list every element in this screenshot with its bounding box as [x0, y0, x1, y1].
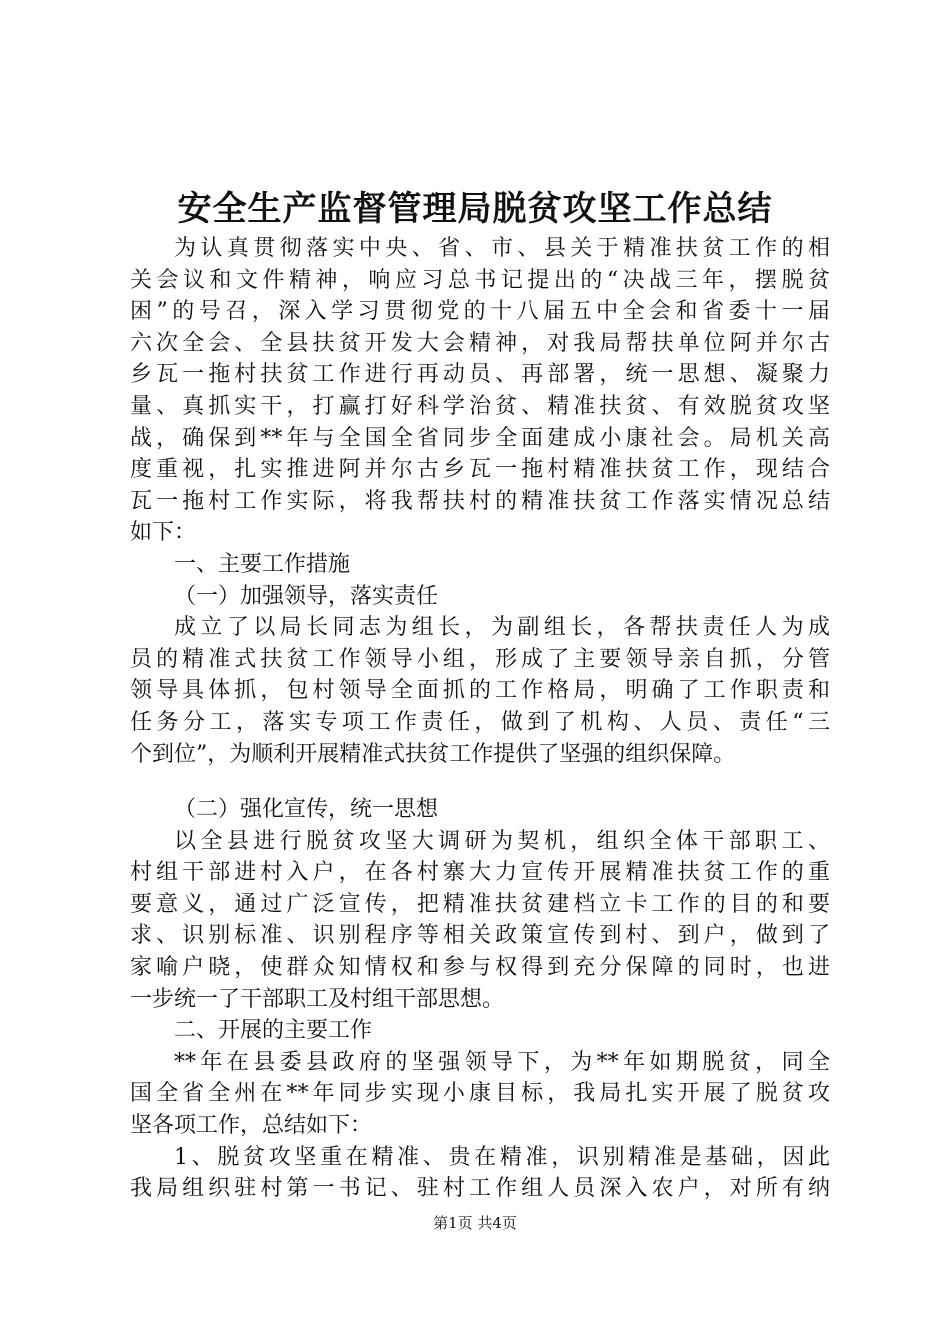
paragraph-line: 我局组织驻村第一书记、驻村工作组人员深入农户，对所有纳	[130, 1176, 830, 1202]
page-number: 第1页 共4页	[433, 1214, 517, 1232]
paragraph-line: 如下：	[130, 520, 197, 546]
paragraph-line: 六次全会、全县扶贫开发大会精神，对我局帮扶单位阿并尔古	[130, 330, 830, 356]
paragraph-line: 家喻户晓，使群众知情权和参与权得到充分保障的同时，也进	[130, 955, 830, 981]
paragraph-line: 一步统一了干部职工及村组干部思想。	[130, 986, 505, 1012]
paragraph-line: 坚各项工作，总结如下：	[130, 1113, 373, 1139]
paragraph-line: 村组干部进村入户，在各村寨大力宣传开展精准扶贫工作的重	[130, 860, 830, 886]
document-body	[130, 233, 830, 1205]
paragraph-line: 量、真抓实干，打赢打好科学治贫、精准扶贫、有效脱贫攻坚	[130, 393, 830, 419]
paragraph-line: 以全县进行脱贫攻坚大调研为契机，组织全体干部职工、	[174, 828, 830, 854]
paragraph-line: 任务分工，落实专项工作责任，做到了机构、人员、责任“三	[130, 709, 830, 735]
paragraph-line: 乡瓦一拖村扶贫工作进行再动员、再部署，统一思想、凝聚力	[130, 362, 830, 388]
document-title: 安全生产监督管理局脱贫攻坚工作总结	[177, 189, 773, 229]
paragraph-line: 为认真贯彻落实中央、省、市、县关于精准扶贫工作的相	[174, 236, 830, 261]
paragraph-line: 战，确保到**年与全国全省同步全面建成小康社会。局机关高	[130, 425, 830, 451]
section-heading: 一、主要工作措施	[174, 551, 351, 577]
paragraph-line: 个到位”，为顺利开展精准式扶贫工作提供了坚强的组织保障。	[130, 741, 736, 767]
subsection-heading: （二）强化宣传，统一思想	[174, 797, 439, 823]
paragraph-line: 瓦一拖村工作实际，将我帮扶村的精准扶贫工作落实情况总结	[130, 488, 830, 514]
paragraph-line: 求、识别标准、识别程序等相关政策宣传到村、到户，做到了	[130, 923, 830, 949]
paragraph-line: 国全省全州在**年同步实现小康目标，我局扎实开展了脱贫攻	[130, 1081, 830, 1107]
paragraph-line: 度重视，扎实推进阿并尔古乡瓦一拖村精准扶贫工作，现结合	[130, 457, 830, 483]
paragraph-line: 领导具体抓，包村领导全面抓的工作格局，明确了工作职责和	[130, 678, 830, 704]
paragraph-line: 1、脱贫攻坚重在精准、贵在精准，识别精准是基础，因此	[174, 1144, 830, 1170]
paragraph-line: **年在县委县政府的坚强领导下，为**年如期脱贫，同全	[174, 1049, 830, 1075]
paragraph-line: 困”的号召，深入学习贯彻党的十八届五中全会和省委十一届	[130, 299, 830, 325]
subsection-heading: （一）加强领导，落实责任	[174, 583, 439, 609]
paragraph-line: 关会议和文件精神，响应习总书记提出的“决战三年，摆脱贫	[130, 267, 830, 293]
section-heading: 二、开展的主要工作	[174, 1018, 373, 1044]
paragraph-line: 员的精准式扶贫工作领导小组，形成了主要领导亲自抓，分管	[130, 646, 830, 672]
paragraph-line: 成立了以局长同志为组长，为副组长，各帮扶责任人为成	[174, 615, 830, 641]
paragraph-line: 要意义，通过广泛宣传，把精准扶贫建档立卡工作的目的和要	[130, 891, 830, 917]
